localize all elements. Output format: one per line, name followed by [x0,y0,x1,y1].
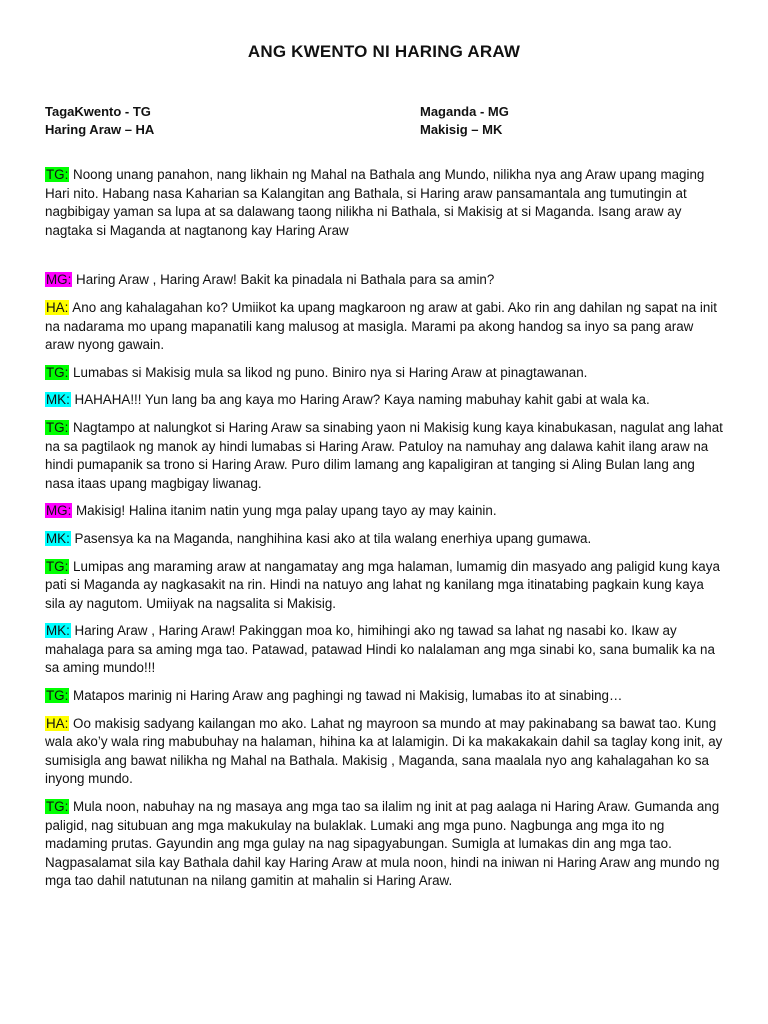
dialogue-text: Makisig! Halina itanim natin yung mga palay upang tayo ay may kainin. [72,503,497,519]
speaker-tag: TG: [46,167,69,182]
dialogue-paragraph [45,502,725,521]
dialogue-text: Pasensya ka na Maganda, nanghihina kasi ako at tila walang enerhiya upang gumawa. [70,530,592,546]
dialogue-text: Nagtampo at nalungkot si Haring Araw sa sinabing yaon ni Makisig kung kaya kinabukasan, nagulat ang lahat na sa pagtilaok ng manok ay hindi lumabas si Haring Araw. Patuloy na namuhay ang dalawa kahit ilang araw na hindi pumapanik sa trono si Haring Araw. Puro dilim lamang ang kapaligiran at tanging si Aling Bulan lang ang nasa itaas upang magbigay liwanag. [45,419,723,491]
speaker-tag: HA: [46,715,69,731]
speaker-tag: HA: [46,299,69,315]
speaker-tag: TG: [46,799,69,815]
story-body [45,166,725,900]
page-title: ANG KWENTO NI HARING ARAW [247,42,521,61]
cast-entry-maganda: Maganda - MG [420,104,509,119]
dialogue-text: Lumabas si Makisig mula sa likod ng puno. Biniro nya si Haring Araw at pinagtawanan. [69,364,588,380]
dialogue-paragraph [45,622,725,678]
cast-entry-tagakwento: TagaKwento - TG [45,104,151,119]
speaker-tag: TG: [46,688,69,704]
speaker-tag: MG: [46,272,72,288]
dialogue-paragraph [45,166,725,240]
dialogue-text: Noong unang panahon, nang likhain ng Mahal na Bathala ang Mundo, nilikha nya ang Araw upang maging Hari nito. Habang nasa Kaharian sa Kalangitan ang Bathala, si Haring araw pansamantala ang tumutingin at nagbibigay yaman sa lupa at sa dalawang taong nilikha ni Bathala, si Makisig at si Maganda. Isang araw ay nagtaka si Maganda at nagtanong kay Haring Araw [45,167,705,238]
cast-entry-haring-araw: Haring Araw – HA [45,122,155,137]
speaker-tag: TG: [46,364,69,380]
dialogue-paragraph [45,299,725,355]
dialogue-text: Haring Araw , Haring Araw! Bakit ka pinadala ni Bathala para sa amin? [72,272,495,288]
dialogue-text: Haring Araw , Haring Araw! Pakinggan moa ko, himihingi ako ng tawad sa lahat ng nasabi ko. Ikaw ay mahalaga para sa aming mga tao. Patawad, patawad Hindi ko nalalaman ang mga sinabi ko, sana bumalik ka na sa aming mundo!!! [45,623,715,676]
dialogue-text: Ano ang kahalagahan ko? Umiikot ka upang magkaroon ng araw at gabi. Ako rin ang dahilan ng sapat na init na nadarama mo upang mapanatili kang malusog at masigla. Marami pa akong handog sa inyo sa pang araw araw nyong gawain. [45,299,717,353]
dialogue-paragraph [45,271,725,290]
speaker-tag: TG: [46,558,69,574]
cast-list-right [420,103,509,139]
dialogue-paragraph [45,687,725,706]
dialogue-text: Mula noon, nabuhay na ng masaya ang mga tao sa ilalim ng init at pag aalaga ni Haring Araw. Gumanda ang paligid, nag situbuan ang mga makukulay na bulaklak. Lumaki ang mga puno. Nagbunga ang mga ito ng madaming prutas. Gayundin ang mga gulay na nag sipagyabungan. Sumigla at lumakas din ang mga tao. Nagpasalamat sila kay Bathala dahil kay Haring Araw at mula noon, hindi na iniwan ni Haring Araw ang mundo ng mga tao dahil natutunan na nilang gamitin at mahalin si Haring Araw. [45,799,720,889]
dialogue-text: Matapos marinig ni Haring Araw ang paghingi ng tawad ni Makisig, lumabas ito at sinabing… [69,688,623,704]
dialogue-paragraph [45,530,725,549]
cast-list-left [45,103,154,139]
speaker-tag: TG: [46,419,69,435]
speaker-tag: MK: [46,623,70,639]
cast-entry-makisig: Makisig – MK [420,122,503,137]
speaker-tag: MK: [46,530,70,546]
dialogue-paragraph [45,391,725,410]
speaker-tag: MG: [46,503,72,519]
dialogue-paragraph [45,558,725,614]
dialogue-paragraph [45,419,725,493]
dialogue-text: HAHAHA!!! Yun lang ba ang kaya mo Haring Araw? Kaya naming mabuhay kahit gabi at wala ka. [70,392,650,408]
dialogue-text: Oo makisig sadyang kailangan mo ako. Lahat ng mayroon sa mundo at may pakinabang sa bawat tao. Kung wala ako’y wala ring mabubuhay na halaman, hihina ka at lalamigin. Di ka makakakain dahil sa taglay kong init, ay sumisigla ang bawat nilikha ng Mahal na Bathala. Makisig , Maganda, sana maalala nyo ang kahalagahan ko sa inyong mundo. [45,715,723,787]
dialogue-paragraph [45,715,725,789]
dialogue-paragraph [45,364,725,383]
speaker-tag: MK: [46,392,70,408]
dialogue-text: Lumipas ang maraming araw at nangamatay ang mga halaman, lumamig din masyado ang paligid kung kaya pati si Maganda ay nagkasakit na rin. Hindi na natuyo ang lahat ng kanilang mga itinatabing pagkain kung kaya sila ay nagutom. Umiiyak na nagsalita si Makisig. [45,558,720,611]
dialogue-paragraph [45,798,725,891]
